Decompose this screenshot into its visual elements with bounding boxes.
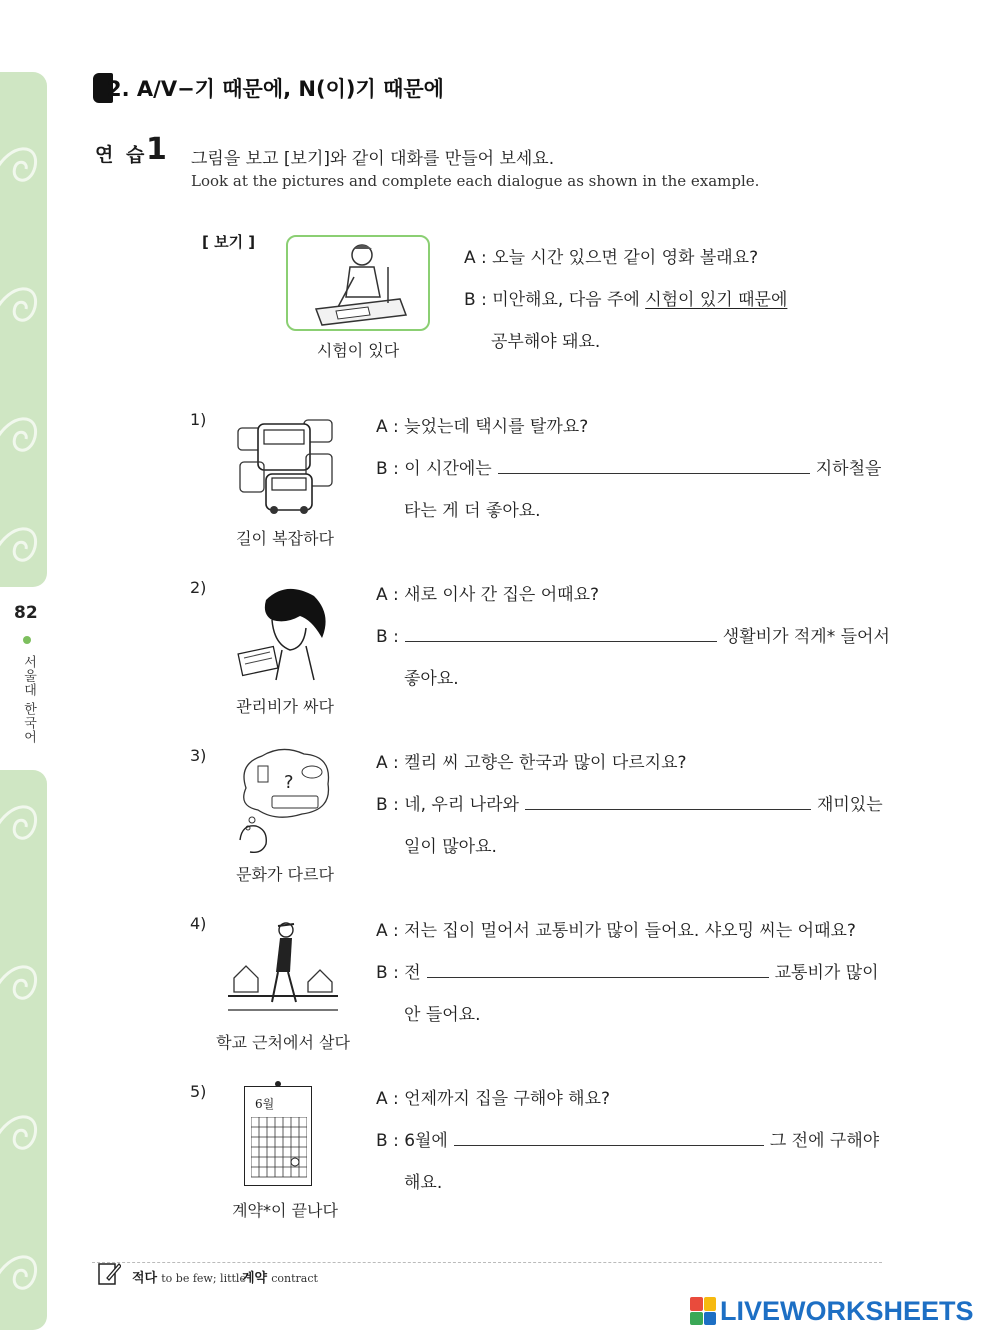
example-answer: 시험이 있기 때문에 — [645, 290, 788, 310]
calendar-grid — [251, 1117, 307, 1179]
swirl-ornament-icon — [0, 132, 47, 202]
walking-to-school-illustration — [228, 916, 338, 1016]
gloss-meaning: to be few; little — [161, 1272, 246, 1285]
pencil-note-icon — [97, 1260, 121, 1286]
item-number: 3) — [190, 746, 207, 765]
glossary-entry — [242, 1267, 318, 1286]
item-caption: 길이 복잡하다 — [236, 529, 334, 548]
item-number: 1) — [190, 410, 207, 429]
glossary-entry — [132, 1267, 246, 1286]
page-number: 82 — [14, 603, 38, 623]
answer-blank[interactable] — [525, 809, 811, 810]
logo-mark-icon — [690, 1297, 716, 1325]
example-caption: 시험이 있다 — [316, 341, 400, 360]
book-title: 서울대 한국어 — [21, 655, 36, 745]
answer-blank[interactable] — [498, 473, 810, 474]
liveworksheets-logo[interactable] — [690, 1294, 974, 1328]
item-line-b-suffix: 재미있는 — [816, 795, 883, 815]
swirl-ornament-icon — [0, 790, 47, 860]
item-line-a: A : 저는 집이 멀어서 교통비가 많이 들어요. 샤오밍 씨는 어때요? — [376, 921, 856, 941]
item-number: 4) — [190, 914, 207, 933]
item-caption: 문화가 다르다 — [236, 865, 334, 884]
item-line-b-cont: 일이 많아요. — [404, 837, 497, 857]
item-line-b — [376, 622, 890, 647]
traffic-jam-illustration — [236, 410, 334, 516]
item-line-b-cont: 안 들어요. — [404, 1005, 481, 1025]
item-line-b — [376, 454, 881, 479]
item-caption: 학교 근처에서 살다 — [216, 1033, 350, 1052]
calendar-month: 6월 — [255, 1097, 275, 1111]
item-number: 2) — [190, 578, 207, 597]
item-line-b-cont: 해요. — [404, 1173, 443, 1193]
exercise-label: 연 습 — [95, 144, 148, 166]
swirl-ornament-icon — [0, 1100, 47, 1170]
instruction-english: Look at the pictures and complete each dialogue as shown in the example. — [191, 172, 760, 190]
example-line-b-prefix: B : 미안해요, 다음 주에 — [464, 290, 646, 310]
item-line-a: A : 새로 이사 간 집은 어때요? — [376, 585, 600, 605]
item-line-b-suffix: 생활비가 적게* 들어서 — [722, 627, 890, 647]
item-line-b-cont: 좋아요. — [404, 669, 459, 689]
item-caption: 계약*이 끝나다 — [232, 1201, 338, 1220]
item-line-b-cont: 타는 게 더 좋아요. — [404, 501, 541, 521]
logo-text: LIVEWORKSHEETS — [720, 1295, 974, 1326]
example-label: [ 보기 ] — [202, 233, 256, 251]
instruction-korean: 그림을 보고 [보기]와 같이 대화를 만들어 보세요. — [191, 149, 555, 169]
item-line-b-prefix: B : 네, 우리 나라와 — [376, 795, 519, 815]
item-line-b-prefix: B : 이 시간에는 — [376, 459, 492, 479]
example-line-b — [464, 285, 787, 310]
example-line-a: A : 오늘 시간 있으면 같이 영화 볼래요? — [464, 248, 759, 268]
sidebar-tab-upper — [0, 72, 47, 587]
swirl-ornament-icon — [0, 950, 47, 1020]
item-line-b-suffix: 그 전에 구해야 — [769, 1131, 880, 1151]
item-line-a: A : 언제까지 집을 구해야 해요? — [376, 1089, 611, 1109]
answer-blank[interactable] — [427, 977, 769, 978]
item-line-b — [376, 790, 883, 815]
example-line-b-cont: 공부해야 돼요. — [491, 332, 601, 352]
section-title: 2. A/V−기 때문에, N(이)기 때문에 — [107, 77, 444, 101]
swirl-ornament-icon — [0, 402, 47, 472]
woman-reading-bill-illustration — [236, 580, 336, 684]
answer-blank[interactable] — [405, 641, 717, 642]
item-line-b-prefix: B : — [376, 627, 399, 647]
gloss-word: 적다 — [132, 1271, 158, 1286]
footer-divider — [92, 1262, 882, 1263]
item-line-b — [376, 958, 879, 983]
item-caption: 관리비가 싸다 — [236, 697, 334, 716]
example-image — [286, 235, 430, 331]
swirl-ornament-icon — [0, 272, 47, 342]
sidebar-tab-lower — [0, 770, 47, 1330]
item-line-a: A : 늦었는데 택시를 탈까요? — [376, 417, 589, 437]
gloss-word: 계약 — [242, 1271, 268, 1286]
swirl-ornament-icon — [0, 512, 47, 582]
svg-text:?: ? — [284, 772, 294, 793]
thinking-about-culture-illustration — [232, 744, 336, 854]
section-heading — [93, 72, 444, 104]
page-dot — [23, 636, 31, 644]
item-line-a: A : 켈리 씨 고향은 한국과 많이 다르지요? — [376, 753, 687, 773]
exercise-number: 1 — [146, 132, 167, 167]
item-line-b-suffix: 지하철을 — [815, 459, 882, 479]
item-line-b-prefix: B : 전 — [376, 963, 421, 983]
item-number: 5) — [190, 1082, 207, 1101]
item-line-b — [376, 1126, 879, 1151]
gloss-meaning: contract — [271, 1272, 318, 1285]
calendar-illustration — [244, 1086, 312, 1186]
swirl-ornament-icon — [0, 1240, 47, 1310]
student-studying-illustration — [288, 237, 428, 329]
item-line-b-prefix: B : 6월에 — [376, 1131, 448, 1151]
answer-blank[interactable] — [454, 1145, 764, 1146]
item-line-b-suffix: 교통비가 많이 — [774, 963, 879, 983]
